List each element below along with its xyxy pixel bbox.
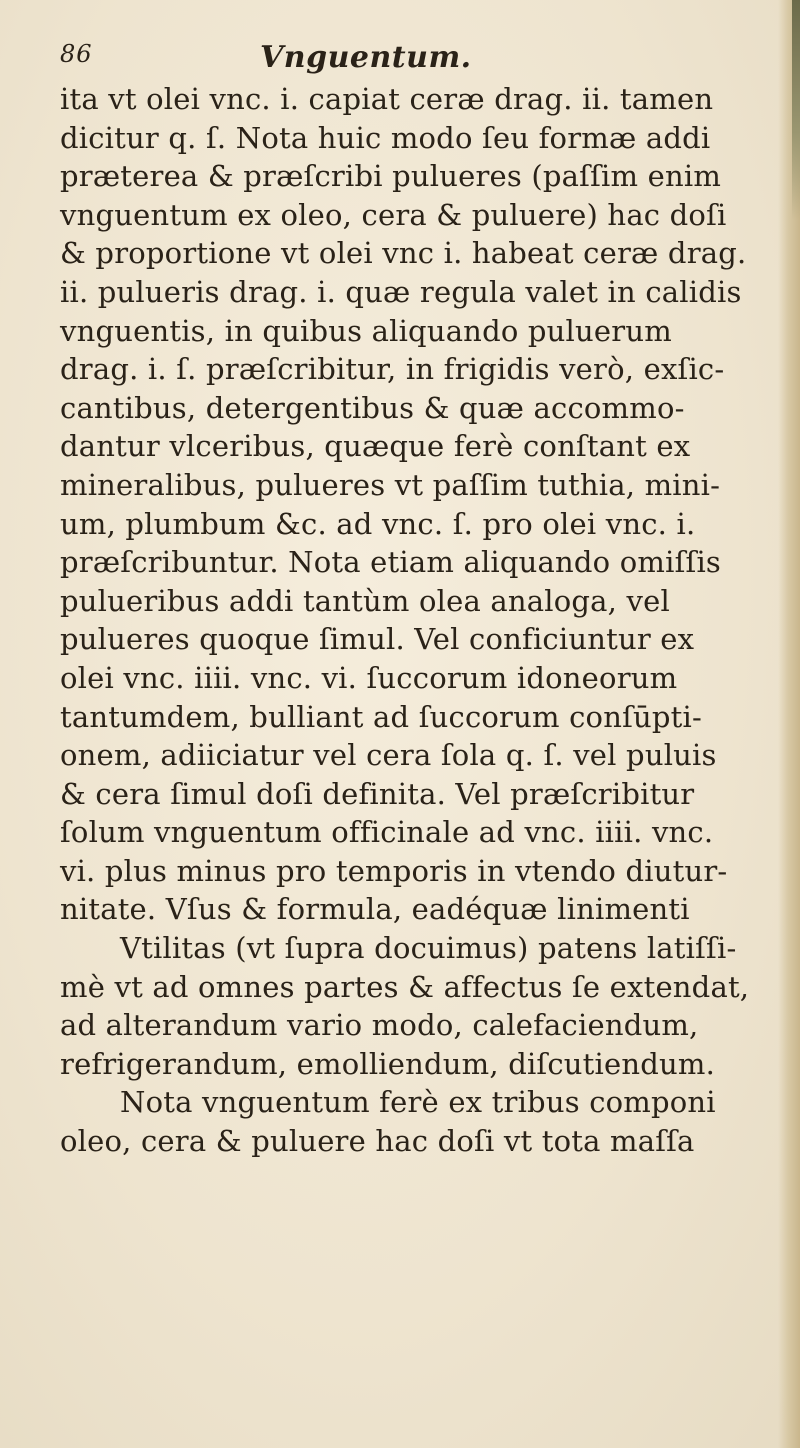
text-line: onem, adiiciatur vel cera ſola q. ſ. vel puluis [60, 738, 717, 773]
text-line: ii. pulueris drag. i. quæ regula valet in calidis [60, 274, 742, 309]
text-line: refrigerandum, emolliendum, diſcutiendum. [60, 1046, 716, 1081]
text-line: mineralibus, pulueres vt paſſim tuthia, mini- [60, 467, 721, 502]
text-line: tantumdem, bulliant ad ſuccorum conſūpti- [60, 699, 702, 734]
text-line: dicitur q. ſ. Nota huic modo ſeu formæ addi [60, 120, 711, 155]
text-line: ita vt olei vnc. i. capiat ceræ drag. ii. tamen [60, 82, 714, 116]
text-line: oleo, cera & puluere hac doſi vt tota maſſa [60, 1124, 695, 1159]
text-line: & cera ſimul doſi definita. Vel præſcribitur [60, 776, 695, 811]
body-text [60, 80, 780, 1161]
text-line: vnguentis, in quibus aliquando puluerum [60, 313, 672, 348]
text-line: nitate. Vſus & formula, eadéquæ linimenti [60, 892, 690, 927]
text-line: dantur vlceribus, quæque ferè conſtant ex [60, 429, 691, 464]
running-title: Vnguentum. [260, 40, 472, 75]
text-line: præſcribuntur. Nota etiam aliquando omiſſis [60, 545, 722, 580]
text-line: vnguentum ex oleo, cera & puluere) hac doſi [60, 197, 727, 232]
text-line: ad alterandum vario modo, calefaciendum, [60, 1008, 699, 1043]
text-line: drag. i. ſ. præſcribitur, in frigidis verò, exſic- [60, 352, 725, 387]
text-line: vi. plus minus pro temporis in vtendo diutur- [60, 853, 728, 888]
page-edge-shadow [792, 0, 800, 220]
text-line: mè vt ad omnes partes & affectus ſe extendat, [60, 969, 750, 1004]
text-line: pulueres quoque ſimul. Vel conficiuntur ex [60, 622, 695, 657]
text-line: ſolum vnguentum officinale ad vnc. iiii. vnc. [60, 815, 714, 850]
page-header [60, 40, 760, 80]
text-line: & proportione vt olei vnc i. habeat ceræ drag. [60, 236, 747, 271]
text-line: Vtilitas (vt ſupra docuimus) patens latiſſi- [120, 931, 737, 966]
text-line: pulueribus addi tantùm olea analoga, vel [60, 583, 670, 618]
text-line: olei vnc. iiii. vnc. vi. ſuccorum idoneorum [60, 660, 678, 695]
page-number: 86 [60, 40, 93, 68]
text-line: cantibus, detergentibus & quæ accommo- [60, 390, 685, 425]
text-line: præterea & præſcribi pulueres (paſſim enim [60, 159, 722, 194]
text-line: Nota vnguentum ferè ex tribus componi [120, 1085, 716, 1120]
text-line: um, plumbum &c. ad vnc. ſ. pro olei vnc. i. [60, 506, 696, 541]
